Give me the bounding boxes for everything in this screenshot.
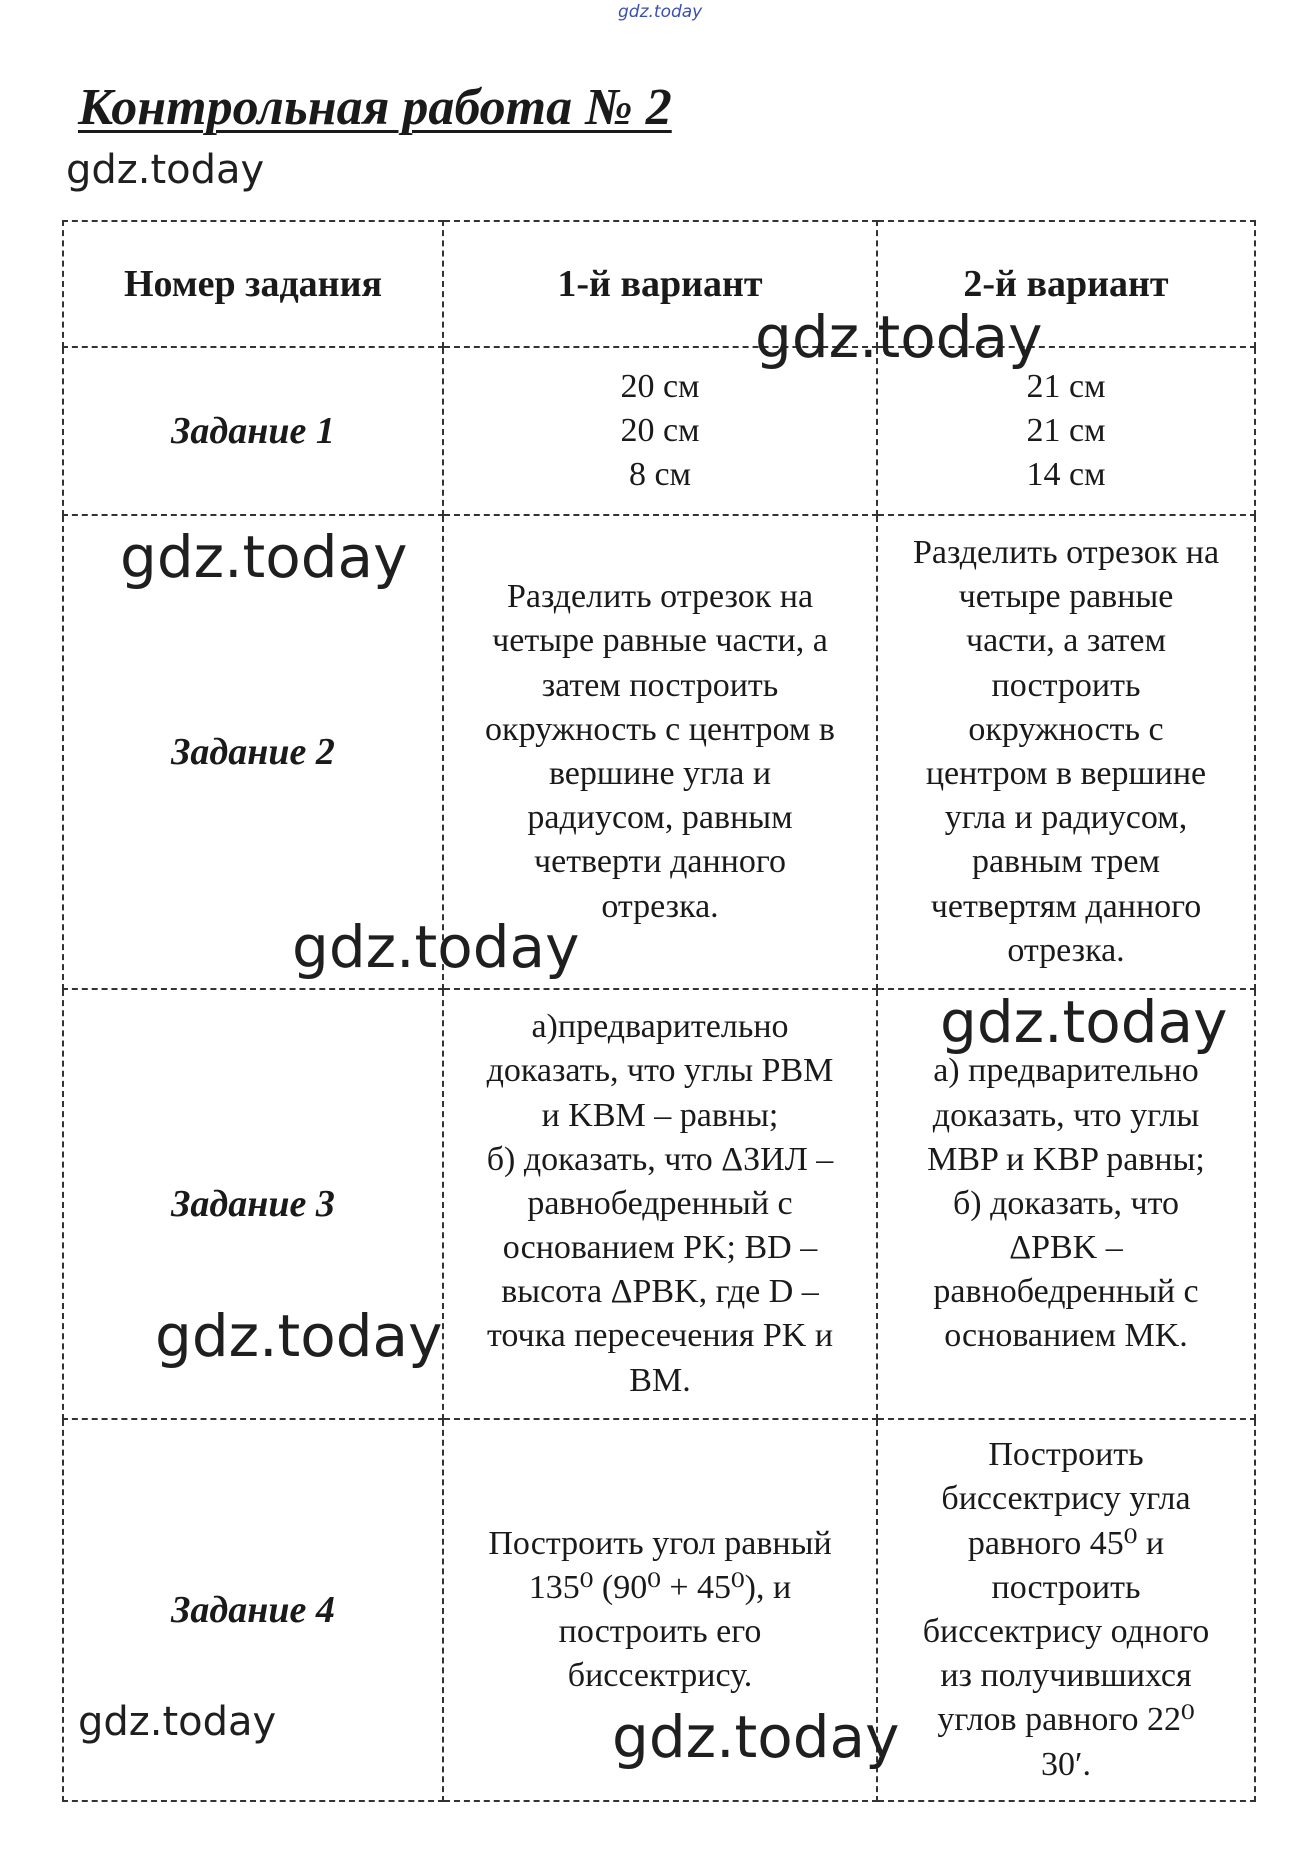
watermark: gdz.today xyxy=(755,303,1043,371)
cell-line: равнобедренный с xyxy=(527,1184,793,1222)
cell-line: равным трем xyxy=(971,843,1161,881)
cell-line: 14 см xyxy=(1026,456,1106,494)
cell-line: биссектрису. xyxy=(567,1657,753,1695)
task-label: Задание 1 xyxy=(63,347,443,515)
cell-line: равнобедренный с xyxy=(933,1273,1199,1311)
cell-line: окружность с центром в xyxy=(485,710,835,748)
cell-line: точка пересечения PK и xyxy=(486,1317,834,1355)
watermark-under-title: gdz.today xyxy=(66,147,265,193)
cell-line: построить xyxy=(991,666,1141,704)
variant-1-cell xyxy=(443,347,877,515)
cell-line: 8 см xyxy=(628,456,692,494)
cell-line: равного 45⁰ и xyxy=(967,1524,1165,1562)
header-variant-2: 2-й вариант xyxy=(877,221,1255,347)
watermark: gdz.today xyxy=(940,988,1228,1056)
cell-line: а) предварительно xyxy=(933,1052,1199,1090)
watermark: gdz.today xyxy=(612,1703,900,1771)
cell-line: четыре равные xyxy=(958,578,1174,616)
task-label: Задание 4 xyxy=(63,1419,443,1801)
watermark: gdz.today xyxy=(120,523,408,591)
page-title: Контрольная работа № 2 xyxy=(78,79,672,136)
cell-line: 21 см xyxy=(1026,411,1106,449)
cell-line: вершине угла и xyxy=(548,755,772,792)
cell-line: построить его xyxy=(558,1613,762,1650)
watermark-top: gdz.today xyxy=(618,2,703,22)
cell-line: 20 см xyxy=(620,411,700,449)
cell-line: построить xyxy=(991,1568,1141,1606)
cell-line: четверти данного xyxy=(534,843,786,881)
variant-2-cell xyxy=(877,347,1255,515)
cell-line: доказать, что углы xyxy=(932,1096,1200,1134)
cell-line: 20 см xyxy=(620,367,700,405)
cell-line: радиусом, равным xyxy=(527,799,793,837)
cell-line: Разделить отрезок на xyxy=(506,578,814,616)
cell-line: части, а затем xyxy=(965,622,1167,660)
variant-2-cell xyxy=(877,1419,1255,1801)
variant-1-cell xyxy=(443,989,877,1419)
cell-line: Построить угол равный xyxy=(488,1524,832,1562)
cell-line: затем построить xyxy=(541,666,779,704)
cell-line: BM. xyxy=(629,1361,691,1399)
cell-line: Построить xyxy=(988,1436,1144,1474)
header-variant-1: 1-й вариант xyxy=(443,221,877,347)
cell-line: центром в вершине xyxy=(925,755,1207,792)
cell-line: из получившихся xyxy=(940,1657,1192,1695)
cell-line: биссектрису одного xyxy=(922,1613,1210,1650)
header-task-number: Номер задания xyxy=(63,221,443,347)
cell-line: основанием MK. xyxy=(944,1317,1188,1355)
variant-2-cell xyxy=(877,515,1255,989)
task-label: Задание 3 xyxy=(63,989,443,1419)
cell-line: а)предварительно xyxy=(531,1008,789,1046)
watermark: gdz.today xyxy=(155,1302,443,1370)
cell-line: 21 см xyxy=(1026,367,1106,405)
cell-line: 135⁰ (90⁰ + 45⁰), и xyxy=(528,1568,792,1606)
cell-line: и KBM – равны; xyxy=(541,1096,779,1134)
cell-line: высота ΔPBK, где D – xyxy=(501,1273,819,1311)
watermark: gdz.today xyxy=(292,913,580,981)
cell-line: Разделить отрезок на xyxy=(912,534,1220,572)
cell-line: MBP и KBP равны; xyxy=(927,1140,1205,1178)
cell-line: углов равного 22⁰ xyxy=(937,1701,1195,1739)
cell-line: угла и радиусом, xyxy=(944,799,1188,837)
cell-line: 30′. xyxy=(1041,1745,1091,1783)
task-label: Задание 2 xyxy=(63,515,443,989)
cell-line: доказать, что углы PBM xyxy=(486,1052,834,1090)
cell-line: основанием PK; BD – xyxy=(502,1229,818,1267)
cell-line: ΔPBK – xyxy=(1009,1229,1123,1267)
cell-line: четвертям данного xyxy=(930,887,1202,925)
cell-line: окружность с xyxy=(968,710,1164,748)
cell-line: биссектрису угла xyxy=(941,1480,1191,1518)
cell-line: отрезка. xyxy=(601,887,719,925)
cell-line: б) доказать, что ΔЗИЛ – xyxy=(486,1140,834,1178)
watermark: gdz.today xyxy=(78,1699,277,1745)
cell-line: б) доказать, что xyxy=(952,1184,1180,1222)
cell-line: отрезка. xyxy=(1007,931,1125,969)
table-row xyxy=(63,347,1255,515)
cell-line: четыре равные части, а xyxy=(492,622,828,660)
table-header-row xyxy=(63,221,1255,347)
